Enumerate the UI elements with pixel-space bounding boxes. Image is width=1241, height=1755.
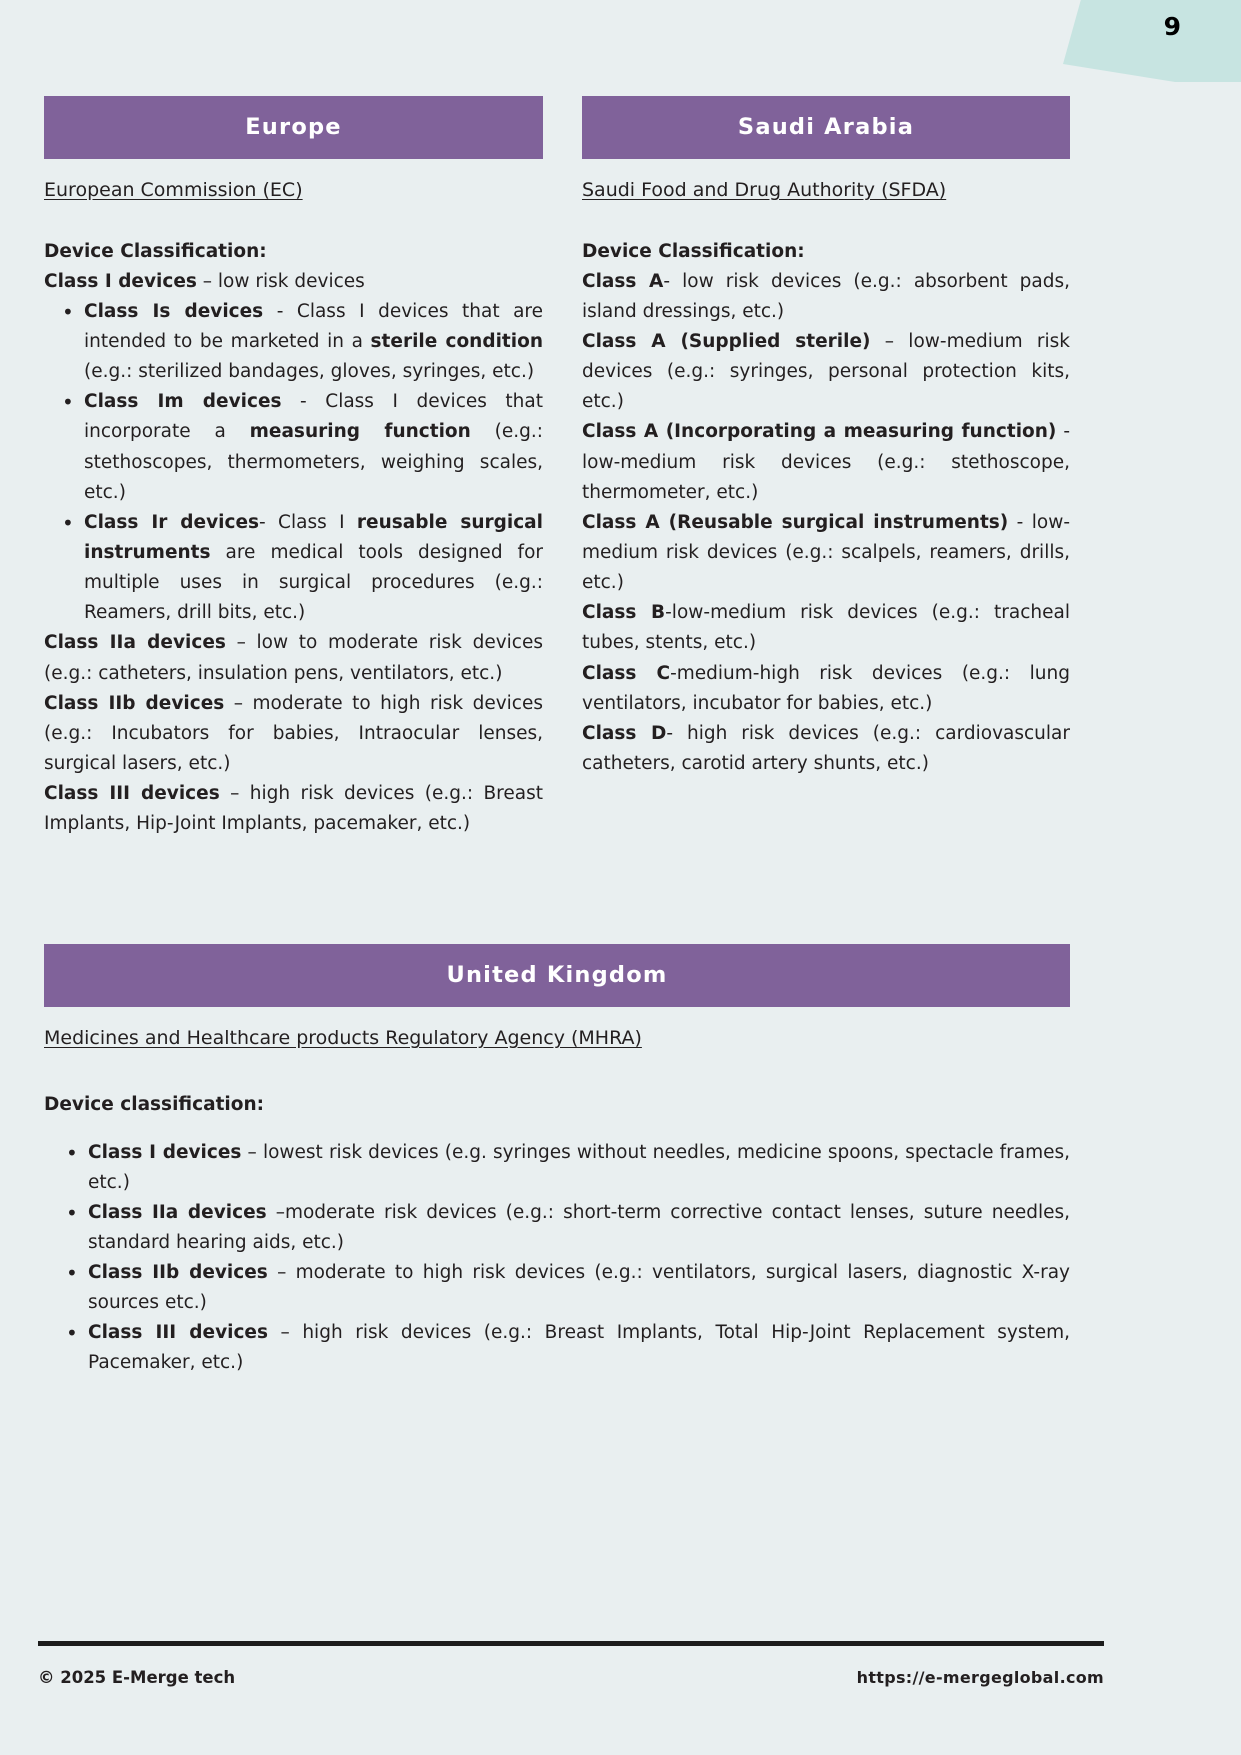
paragraph-text: – low-medium risk devices (e.g.: syringes, personal protection kits, etc.) <box>582 331 1070 413</box>
list-item <box>88 1318 1070 1378</box>
bullet-lead-bold: Class III devices <box>88 1321 268 1343</box>
united-kingdom-section-header: United Kingdom <box>44 944 1070 1007</box>
bullet-lead-bold: Class Im devices <box>84 391 282 413</box>
bullet-text-1: - Class I devices that are intended to be marketed in a <box>84 300 544 353</box>
bullet-lead-bold: Class Ir devices <box>84 511 260 533</box>
paragraph-bold: Class D <box>582 722 667 744</box>
footer-website-link[interactable]: https://e-mergeglobal.com <box>856 1668 1104 1687</box>
page-footer <box>38 1668 1104 1687</box>
uk-body <box>44 1090 1070 1378</box>
saudi-paragraph <box>582 598 1070 658</box>
list-item <box>84 508 543 629</box>
europe-paragraph <box>44 779 543 839</box>
paragraph-text: – moderate to high risk devices (e.g.: Incubators for babies, Intraocular lenses, surgical lasers, etc.) <box>44 692 543 775</box>
bullet-text-2: are medical tools designed for multiple uses in surgical procedures (e.g.: Reamers, drill bits, etc.) <box>84 542 543 624</box>
list-item <box>84 297 543 387</box>
bullet-text-2: (e.g.: stethoscopes, thermometers, weighing scales, etc.) <box>84 421 544 503</box>
paragraph-text: - low-medium risk devices (e.g.: stethoscope, thermometer, etc.) <box>582 421 1070 503</box>
paragraph-text: - low risk devices (e.g.: absorbent pads, island dressings, etc.) <box>582 270 1070 322</box>
bullet-text: – high risk devices (e.g.: Breast Implants, Total Hip-Joint Replacement system, Pacemaker, etc.) <box>88 1321 1070 1373</box>
bullet-inner-bold: reusable surgical instruments <box>84 511 543 564</box>
paragraph-text: -low-medium risk devices (e.g.: tracheal tubes, stents, etc.) <box>582 602 1070 654</box>
paragraph-bold: Class C <box>582 662 671 684</box>
two-column-region <box>44 96 1070 839</box>
saudi-arabia-column <box>582 96 1070 839</box>
footer-divider <box>38 1641 1104 1646</box>
list-item <box>88 1138 1070 1198</box>
saudi-paragraph <box>582 267 1070 327</box>
saudi-arabia-body <box>582 237 1070 780</box>
uk-bullet-list <box>44 1138 1070 1378</box>
europe-paragraph <box>44 628 543 688</box>
saudi-paragraph <box>582 327 1070 417</box>
europe-class-i-rest: – low risk devices <box>196 270 365 292</box>
europe-authority-link[interactable]: European Commission (EC) <box>44 179 303 201</box>
europe-class-i-line <box>44 267 543 297</box>
paragraph-bold: Class A (Incorporating a measuring function) <box>582 421 1057 443</box>
saudi-arabia-authority-link[interactable]: Saudi Food and Drug Authority (SFDA) <box>582 179 947 201</box>
bullet-text-1: - Class I <box>259 511 357 533</box>
saudi-paragraph <box>582 508 1070 598</box>
list-item <box>88 1258 1070 1318</box>
paragraph-text: - high risk devices (e.g.: cardiovascular catheters, carotid artery shunts, etc.) <box>582 722 1070 775</box>
europe-column <box>44 96 543 839</box>
paragraph-bold: Class III devices <box>44 783 220 805</box>
bullet-inner-bold: sterile condition <box>370 331 543 353</box>
bullet-inner-bold: measuring function <box>249 421 471 443</box>
saudi-heading-text: Device Classification: <box>582 240 805 262</box>
bullet-lead-bold: Class IIb devices <box>88 1261 268 1283</box>
united-kingdom-section <box>44 944 1070 1378</box>
europe-section-header: Europe <box>44 96 543 159</box>
bullet-lead-bold: Class IIa devices <box>88 1202 267 1224</box>
paragraph-bold: Class IIa devices <box>44 632 226 654</box>
uk-authority-link[interactable]: Medicines and Healthcare products Regulatory Agency (MHRA) <box>44 1027 642 1049</box>
paragraph-text: - low-medium risk devices (e.g.: scalpels, reamers, drills, etc.) <box>582 511 1070 594</box>
europe-class-i-bold: Class I devices <box>44 270 197 292</box>
europe-bullet-list <box>44 297 543 629</box>
bullet-text: – moderate to high risk devices (e.g.: ventilators, surgical lasers, diagnostic X-ray sources etc.) <box>88 1261 1070 1313</box>
saudi-paragraph <box>582 417 1070 507</box>
footer-copyright: © 2025 E-Merge tech <box>38 1668 236 1687</box>
europe-paragraph <box>44 689 543 779</box>
page-number-corner <box>1063 0 1241 82</box>
saudi-device-classification-heading <box>582 237 1070 267</box>
list-item <box>88 1198 1070 1258</box>
paragraph-bold: Class B <box>582 602 666 624</box>
page-number: 9 <box>1163 12 1181 41</box>
paragraph-bold: Class A (Reusable surgical instruments) <box>582 511 1009 533</box>
bullet-lead-bold: Class I devices <box>88 1142 242 1164</box>
bullet-text-1: - Class I devices that incorporate a <box>84 391 543 443</box>
paragraph-bold: Class IIb devices <box>44 692 225 714</box>
uk-device-classification-heading <box>44 1090 1070 1120</box>
saudi-paragraph <box>582 719 1070 779</box>
uk-heading-text: Device classification: <box>44 1093 265 1115</box>
europe-device-classification-heading <box>44 237 543 267</box>
saudi-arabia-section-header: Saudi Arabia <box>582 96 1070 159</box>
europe-heading-text: Device Classification: <box>44 240 267 262</box>
saudi-paragraph <box>582 659 1070 719</box>
bullet-text: – lowest risk devices (e.g. syringes without needles, medicine spoons, spectacle frames, etc.) <box>88 1142 1070 1194</box>
bullet-text-2: (e.g.: sterilized bandages, gloves, syringes, etc.) <box>84 361 535 383</box>
list-item <box>84 387 543 508</box>
paragraph-bold: Class A (Supplied sterile) <box>582 331 871 353</box>
europe-body <box>44 237 543 840</box>
paragraph-text: – high risk devices (e.g.: Breast Implants, Hip-Joint Implants, pacemaker, etc.) <box>44 783 543 835</box>
paragraph-text: – low to moderate risk devices (e.g.: catheters, insulation pens, ventilators, etc.) <box>44 632 543 684</box>
paragraph-bold: Class A <box>582 270 664 292</box>
bullet-text: –moderate risk devices (e.g.: short-term corrective contact lenses, suture needles, standard hearing aids, etc.) <box>88 1202 1070 1254</box>
paragraph-text: -medium-high risk devices (e.g.: lung ventilators, incubator for babies, etc.) <box>582 662 1070 714</box>
bullet-lead-bold: Class Is devices <box>84 300 264 322</box>
